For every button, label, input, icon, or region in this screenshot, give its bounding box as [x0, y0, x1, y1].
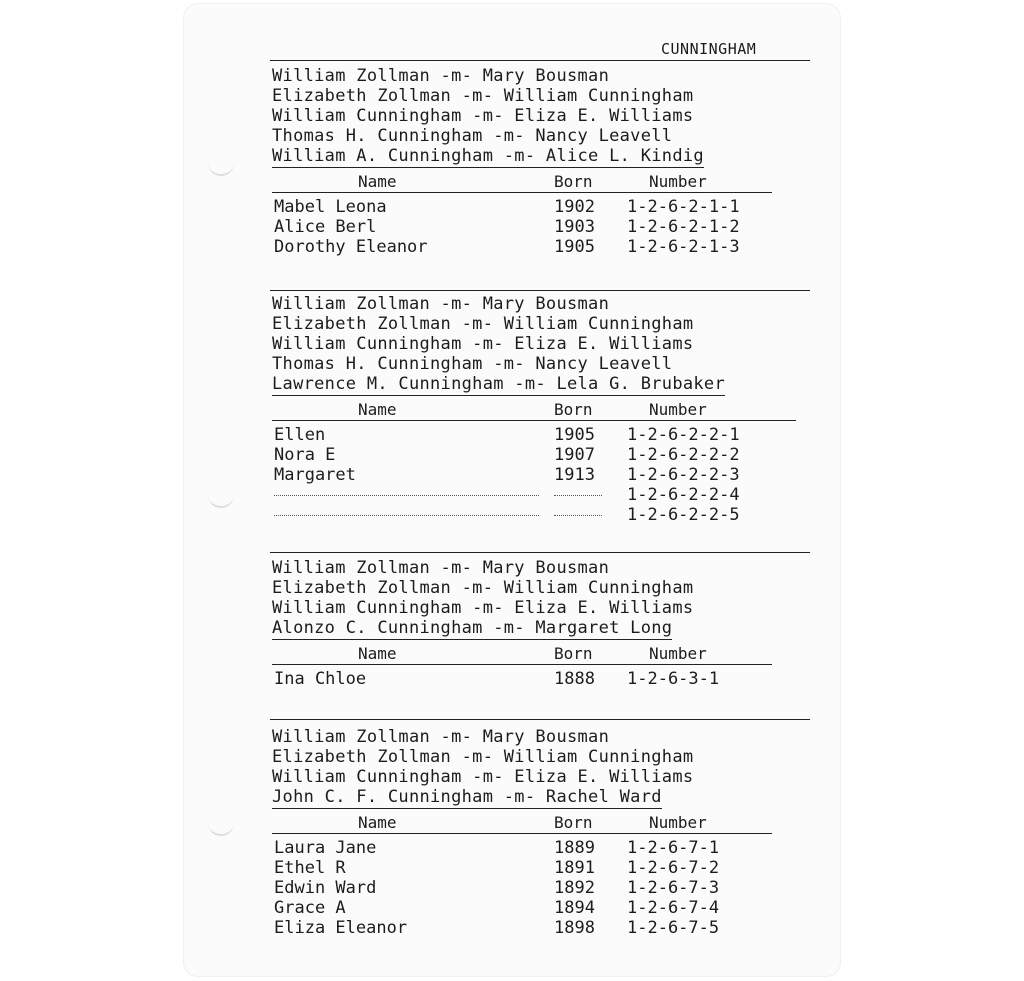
cell-name: Ethel R — [274, 858, 346, 878]
table-row — [272, 838, 812, 858]
lineage-line: William Cunningham -m- Eliza E. Williams — [272, 767, 694, 787]
cell-number: 1-2-6-2-2-2 — [627, 445, 740, 465]
cell-born: 1888 — [554, 669, 595, 689]
lineage-line: William A. Cunningham -m- Alice L. Kindig — [272, 146, 704, 166]
lineage-line: Alonzo C. Cunningham -m- Margaret Long — [272, 618, 673, 638]
cell-number: 1-2-6-2-2-4 — [627, 485, 740, 505]
table-row — [272, 858, 812, 878]
divider — [270, 60, 810, 61]
table-row — [272, 237, 812, 257]
lineage-line: Elizabeth Zollman -m- William Cunningham — [272, 747, 694, 767]
cell-born: 1903 — [554, 217, 595, 237]
cell-number: 1-2-6-2-1-1 — [627, 197, 740, 217]
column-header-number: Number — [649, 644, 707, 663]
column-header-number: Number — [649, 813, 707, 832]
table-header — [272, 172, 772, 193]
cell-born: 1913 — [554, 465, 595, 485]
column-header-born: Born — [554, 400, 593, 419]
table-row — [272, 485, 812, 505]
column-header-name: Name — [358, 400, 397, 419]
divider — [270, 552, 810, 553]
cell-name: Grace A — [274, 898, 346, 918]
blank-entry-line — [554, 495, 602, 496]
column-header-born: Born — [554, 813, 593, 832]
table-header — [272, 644, 772, 665]
cell-name: Eliza Eleanor — [274, 918, 408, 938]
family-section — [272, 66, 812, 257]
cell-name: Margaret — [274, 465, 356, 485]
column-header-name: Name — [358, 813, 397, 832]
lineage-line: William Zollman -m- Mary Bousman — [272, 558, 610, 578]
lineage-block — [272, 294, 812, 396]
cell-number: 1-2-6-2-2-3 — [627, 465, 740, 485]
family-section — [272, 558, 812, 689]
lineage-line: Thomas H. Cunningham -m- Nancy Leavell — [272, 354, 673, 374]
table-row — [272, 465, 812, 485]
lineage-line: Thomas H. Cunningham -m- Nancy Leavell — [272, 126, 673, 146]
children-table — [272, 172, 812, 257]
cell-born: 1905 — [554, 237, 595, 257]
lineage-line: William Zollman -m- Mary Bousman — [272, 294, 610, 314]
cell-number: 1-2-6-2-2-5 — [627, 505, 740, 525]
cell-number: 1-2-6-2-1-3 — [627, 237, 740, 257]
children-table — [272, 644, 812, 689]
lineage-block — [272, 66, 812, 168]
table-row — [272, 445, 812, 465]
lineage-block — [272, 558, 812, 640]
table-row — [272, 425, 812, 445]
cell-born: 1889 — [554, 838, 595, 858]
column-header-number: Number — [649, 172, 707, 191]
divider — [270, 719, 810, 720]
table-header — [272, 400, 796, 421]
cell-number: 1-2-6-7-1 — [627, 838, 720, 858]
table-row — [272, 197, 812, 217]
cell-number: 1-2-6-7-3 — [627, 878, 720, 898]
cell-number: 1-2-6-2-2-1 — [627, 425, 740, 445]
lineage-line: William Cunningham -m- Eliza E. Williams — [272, 334, 694, 354]
lineage-line: William Cunningham -m- Eliza E. Williams — [272, 598, 694, 618]
lineage-block — [272, 727, 812, 809]
cell-born: 1891 — [554, 858, 595, 878]
column-header-born: Born — [554, 172, 593, 191]
table-row — [272, 669, 812, 689]
children-table — [272, 400, 812, 525]
table-row — [272, 878, 812, 898]
cell-number: 1-2-6-3-1 — [627, 669, 720, 689]
cell-born: 1905 — [554, 425, 595, 445]
lineage-line: William Zollman -m- Mary Bousman — [272, 66, 610, 86]
cell-number: 1-2-6-7-5 — [627, 918, 720, 938]
column-header-name: Name — [358, 172, 397, 191]
table-row — [272, 217, 812, 237]
cell-number: 1-2-6-7-2 — [627, 858, 720, 878]
divider — [270, 290, 810, 291]
lineage-line: Elizabeth Zollman -m- William Cunningham — [272, 314, 694, 334]
cell-number: 1-2-6-2-1-2 — [627, 217, 740, 237]
lineage-line: Elizabeth Zollman -m- William Cunningham — [272, 578, 694, 598]
table-row — [272, 505, 812, 525]
cell-name: Dorothy Eleanor — [274, 237, 428, 257]
children-table — [272, 813, 812, 938]
cell-name: Mabel Leona — [274, 197, 387, 217]
cell-born: 1894 — [554, 898, 595, 918]
cell-name: Nora E — [274, 445, 336, 465]
family-section — [272, 294, 812, 525]
column-header-name: Name — [358, 644, 397, 663]
lineage-line: Lawrence M. Cunningham -m- Lela G. Brubaker — [272, 374, 725, 394]
lineage-line: John C. F. Cunningham -m- Rachel Ward — [272, 787, 662, 807]
table-row — [272, 898, 812, 918]
cell-born: 1898 — [554, 918, 595, 938]
cell-name: Ellen — [274, 425, 326, 445]
surname-heading: CUNNINGHAM — [661, 40, 757, 58]
blank-entry-line — [554, 515, 602, 516]
blank-entry-line — [274, 515, 539, 516]
cell-born: 1902 — [554, 197, 595, 217]
lineage-line: William Cunningham -m- Eliza E. Williams — [272, 106, 694, 126]
cell-name: Alice Berl — [274, 217, 377, 237]
table-header — [272, 813, 772, 834]
lineage-line: Elizabeth Zollman -m- William Cunningham — [272, 86, 694, 106]
cell-name: Laura Jane — [274, 838, 377, 858]
cell-name: Ina Chloe — [274, 669, 367, 689]
cell-name: Edwin Ward — [274, 878, 377, 898]
cell-born: 1907 — [554, 445, 595, 465]
column-header-born: Born — [554, 644, 593, 663]
cell-born: 1892 — [554, 878, 595, 898]
column-header-number: Number — [649, 400, 707, 419]
family-section — [272, 727, 812, 938]
cell-number: 1-2-6-7-4 — [627, 898, 720, 918]
lineage-line: William Zollman -m- Mary Bousman — [272, 727, 610, 747]
table-row — [272, 918, 812, 938]
blank-entry-line — [274, 495, 539, 496]
